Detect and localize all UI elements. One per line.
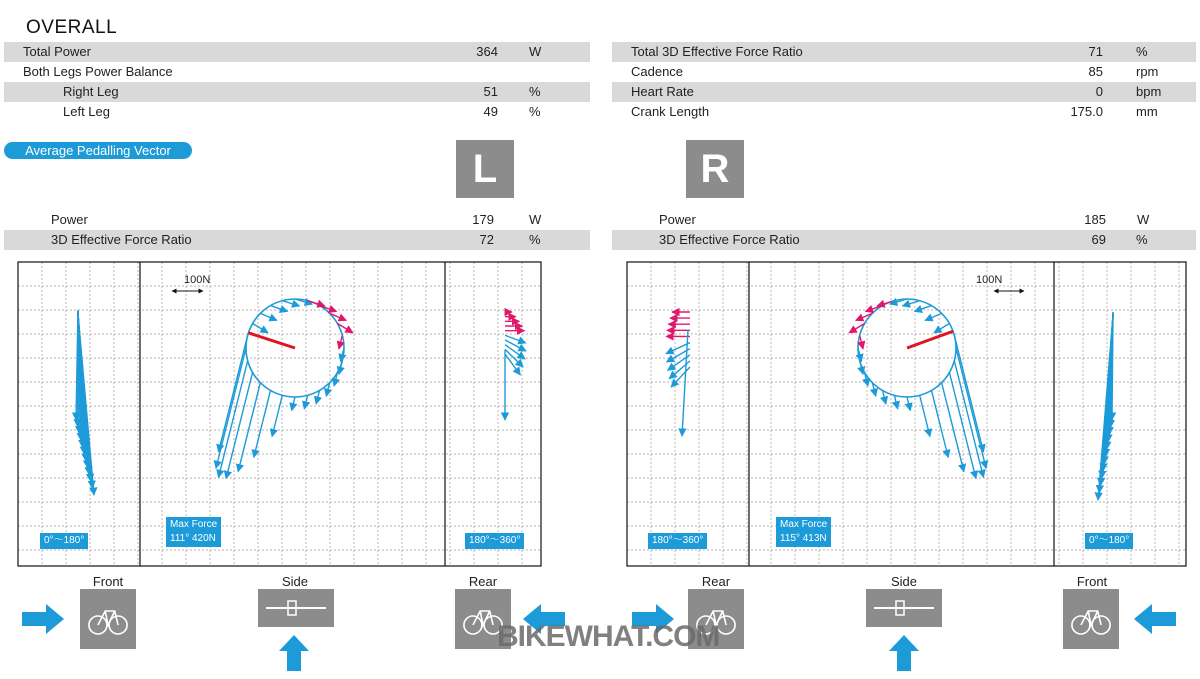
- force-vector: [219, 361, 248, 478]
- row-unit: rpm: [1136, 64, 1159, 79]
- right-chart-grid: [627, 262, 1186, 566]
- row-label: 3D Effective Force Ratio: [659, 232, 800, 247]
- left-scale-label: 100N: [184, 274, 211, 286]
- row-value: 51: [483, 84, 498, 99]
- max-force-title: Max Force: [170, 519, 218, 530]
- row-value: 71: [1088, 44, 1103, 59]
- left-leg-badge: L: [456, 140, 514, 198]
- force-vector: [219, 335, 248, 452]
- row-unit: W: [529, 44, 542, 59]
- max-force-value: 115° 413N: [780, 533, 827, 544]
- row-unit: %: [1136, 44, 1148, 59]
- row-unit: %: [1136, 232, 1148, 247]
- right-max-force-label: [776, 517, 831, 547]
- force-vector: [934, 324, 949, 333]
- force-vector: [272, 395, 282, 436]
- row-value: 179: [472, 212, 494, 227]
- force-vector: [860, 335, 863, 349]
- row-label: Both Legs Power Balance: [23, 64, 173, 79]
- row-unit: %: [529, 84, 541, 99]
- force-vector: [271, 306, 288, 312]
- force-vector: [292, 397, 295, 411]
- right-leg-badge: R: [686, 140, 744, 198]
- row-value: 49: [483, 104, 498, 119]
- force-vector: [907, 397, 910, 411]
- max-force-value: 111° 420N: [170, 533, 216, 544]
- left-max-force-label: [166, 517, 221, 547]
- row-label: Power: [51, 212, 88, 227]
- max-force-title: Max Force: [780, 519, 828, 530]
- left-front-range-label: 0°～180°: [40, 533, 88, 549]
- row-value: 0: [1095, 84, 1103, 99]
- row-value: 85: [1088, 64, 1103, 79]
- force-vectors: [76, 291, 1113, 500]
- chart-frame: [627, 262, 1186, 566]
- row-value: 185: [1084, 212, 1106, 227]
- force-vector: [942, 383, 964, 472]
- arrow-up-icon: [889, 635, 919, 671]
- right-view-label-front: Front: [1076, 574, 1108, 589]
- force-vector: [260, 313, 277, 320]
- force-vector: [954, 361, 983, 478]
- row-value: 364: [476, 44, 498, 59]
- force-vector: [238, 383, 260, 472]
- watermark: BIKEWHAT.COM: [497, 620, 720, 653]
- page-title: OVERALL: [26, 17, 118, 38]
- row-value: 175.0: [1070, 104, 1103, 119]
- force-vector: [282, 301, 299, 306]
- right-rear-range-label: 180°～360°: [648, 533, 707, 549]
- force-vector: [320, 306, 337, 312]
- row-unit: W: [1137, 212, 1150, 227]
- arrow-up-icon: [279, 635, 309, 671]
- row-label: Total 3D Effective Force Ratio: [631, 44, 803, 59]
- row-label: 3D Effective Force Ratio: [51, 232, 192, 247]
- front-view-icon-box: [80, 589, 136, 649]
- force-vector: [954, 335, 983, 452]
- crank-line: [907, 331, 953, 348]
- row-label: Right Leg: [63, 84, 119, 99]
- right-front-range-label: 0°～180°: [1085, 533, 1133, 549]
- force-vector: [956, 348, 986, 468]
- crank-line: [248, 333, 295, 348]
- front-view-icon-box: [1063, 589, 1119, 649]
- right-view-label-rear: Rear: [701, 574, 731, 589]
- left-view-label-rear: Rear: [468, 574, 498, 589]
- row-unit: bpm: [1136, 84, 1162, 99]
- row-label: Cadence: [631, 64, 684, 79]
- average-pedalling-vector-button[interactable]: Average Pedalling Vector: [4, 142, 192, 159]
- left-view-label-side: Side: [281, 574, 309, 589]
- chart-frame: [18, 262, 541, 566]
- row-label: Total Power: [23, 44, 91, 59]
- row-label: Power: [659, 212, 696, 227]
- force-vector: [671, 367, 690, 387]
- left-view-label-front: Front: [92, 574, 124, 589]
- force-vector: [914, 306, 931, 312]
- row-label: Left Leg: [63, 104, 110, 119]
- arrow-left-icon: [1134, 604, 1176, 634]
- force-vector: [216, 348, 246, 468]
- right-scale-label: 100N: [976, 274, 1003, 286]
- row-unit: W: [529, 212, 542, 227]
- row-value: 72: [479, 232, 494, 247]
- left-chart-grid: [18, 262, 541, 566]
- row-label: Crank Length: [631, 104, 710, 119]
- force-vector: [920, 395, 930, 436]
- force-vector: [865, 306, 882, 312]
- row-unit: %: [529, 104, 541, 119]
- row-unit: mm: [1136, 104, 1158, 119]
- left-rear-range-label: 180°～360°: [465, 533, 524, 549]
- arrow-right-icon: [22, 604, 64, 634]
- row-label: Heart Rate: [631, 84, 694, 99]
- force-vector: [902, 301, 919, 306]
- row-value: 69: [1091, 232, 1106, 247]
- force-vector: [339, 335, 342, 349]
- right-view-label-side: Side: [890, 574, 918, 589]
- row-unit: %: [529, 232, 541, 247]
- force-vector: [226, 373, 253, 479]
- force-vector: [894, 395, 897, 409]
- force-vector: [253, 324, 268, 333]
